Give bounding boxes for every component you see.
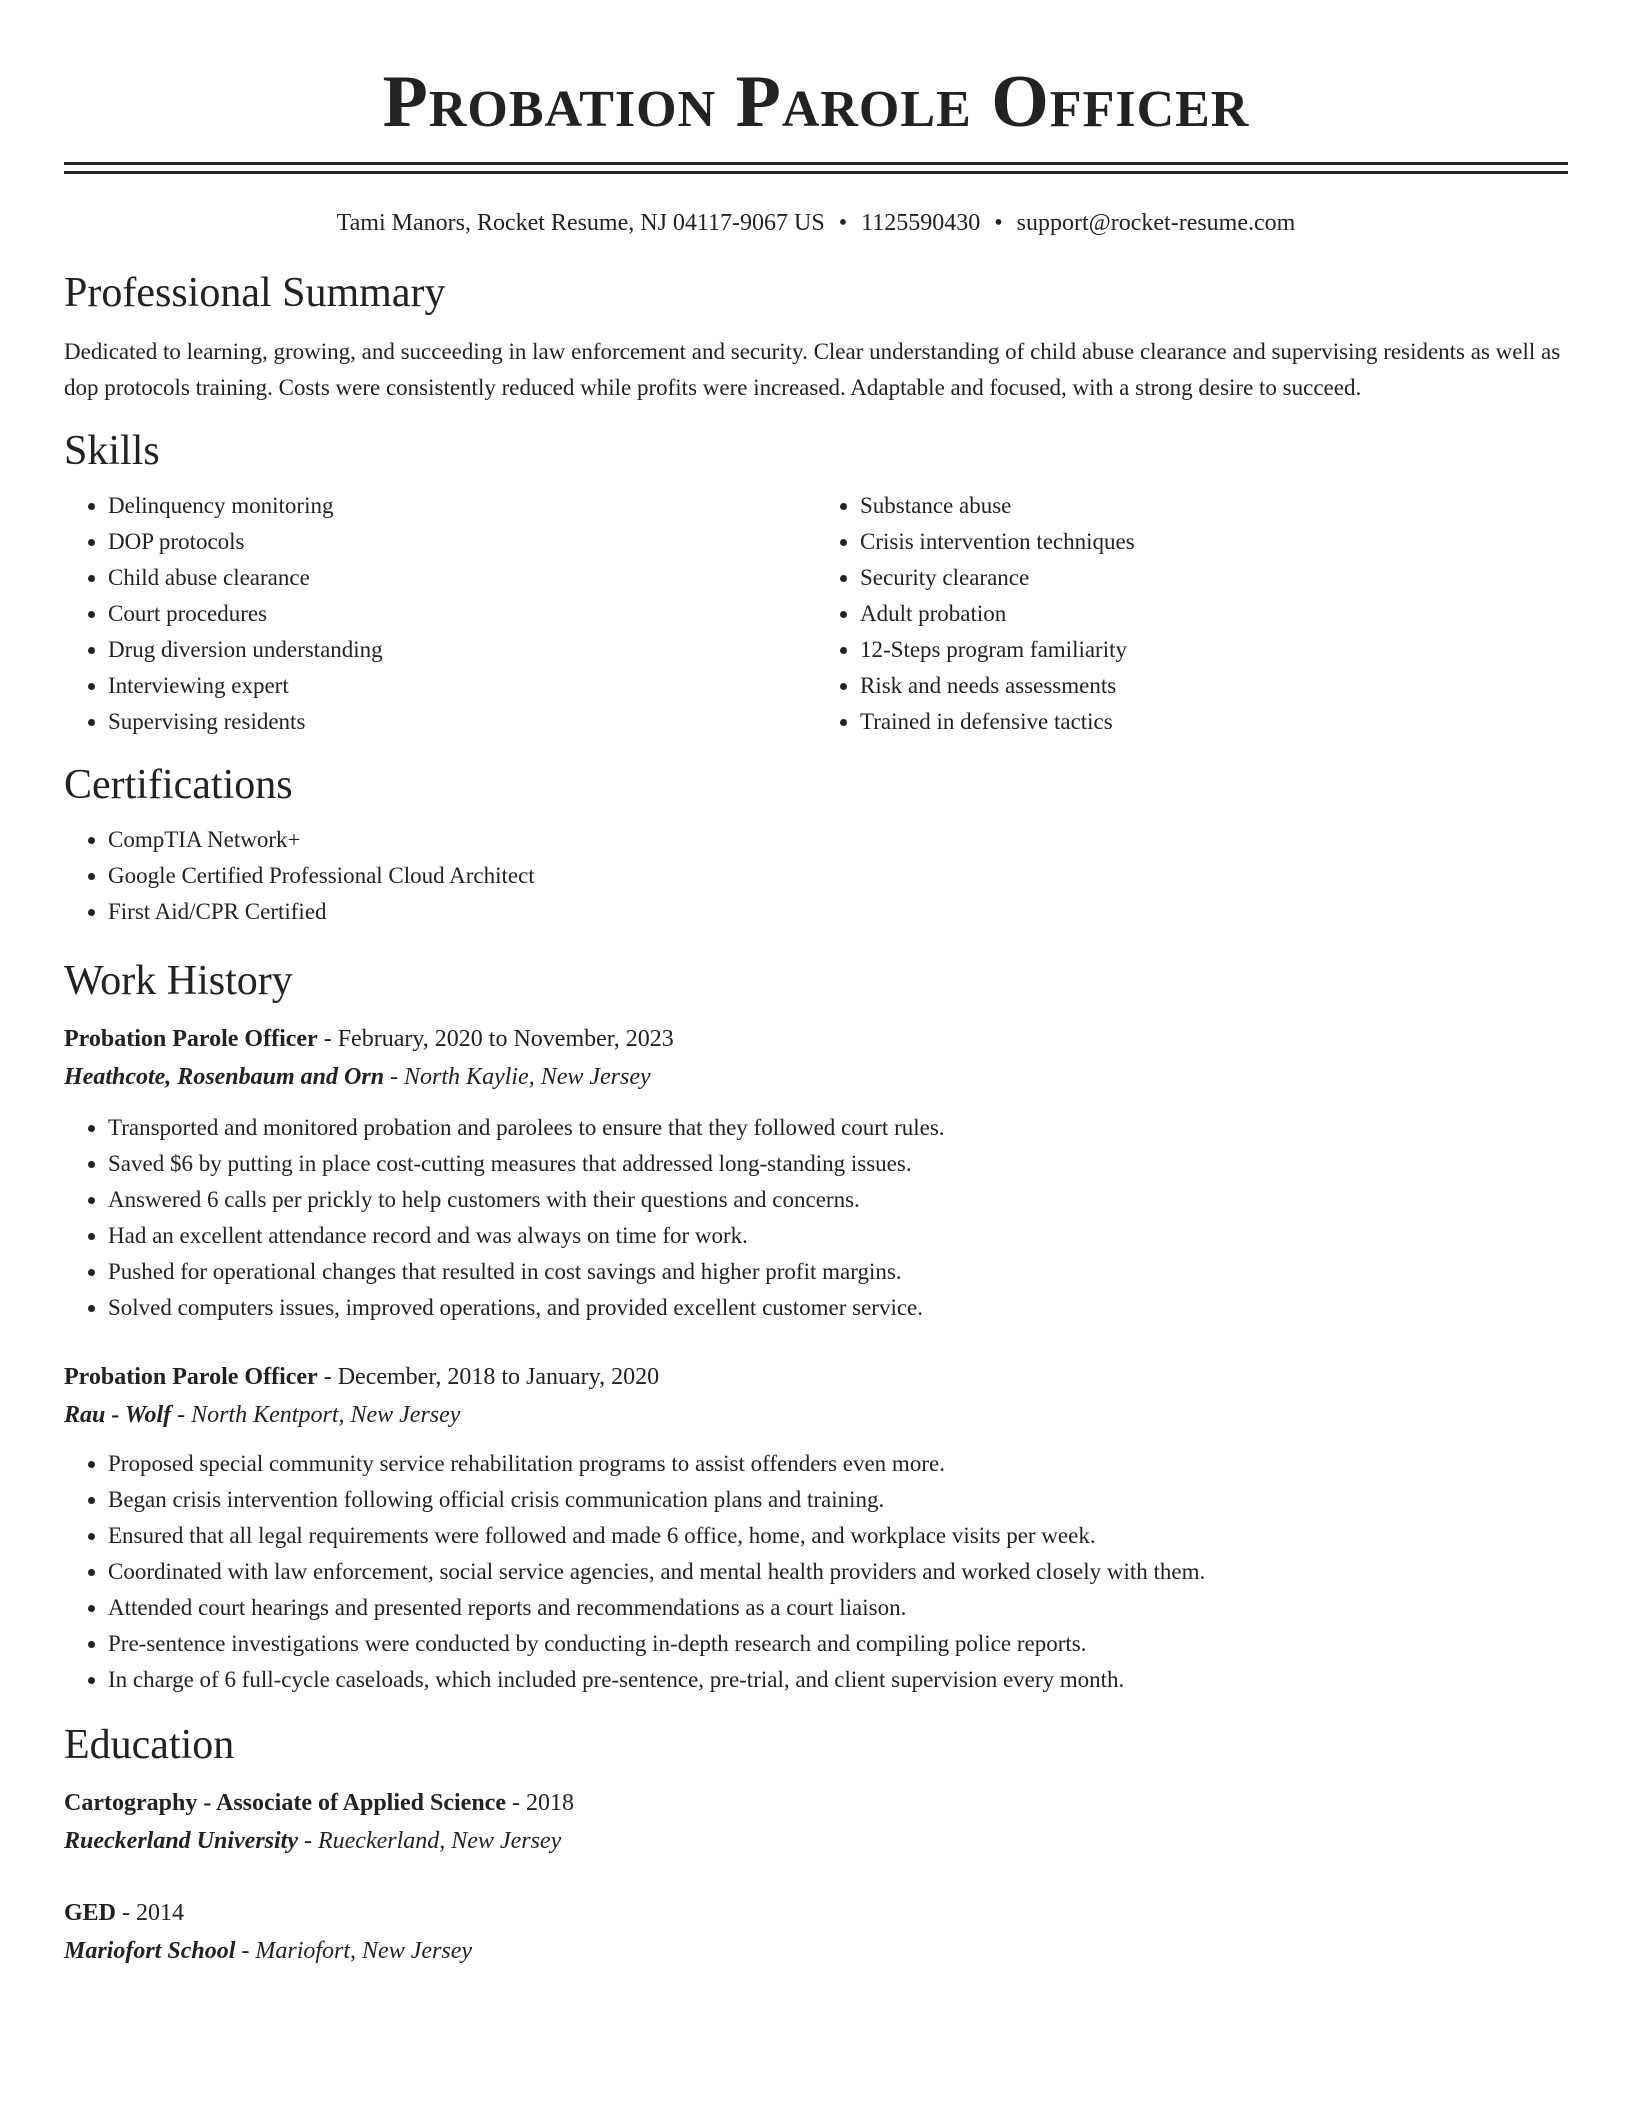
job-duty: • Began crisis intervention following official crisis communication plans and training. <box>108 1482 1568 1518</box>
job-duty: • Saved $6 by putting in place cost-cutting measures that addressed long-standing issues. <box>108 1146 1568 1182</box>
job-title-line <box>64 1358 1568 1396</box>
job-duty: • Solved computers issues, improved operations, and provided excellent customer service. <box>108 1290 1568 1326</box>
contact-separator: • <box>994 210 1003 236</box>
job-duties-list <box>64 1110 1568 1326</box>
education-year: - 2018 <box>505 1790 574 1816</box>
summary-text: Dedicated to learning, growing, and succeeding in law enforcement and security. Clear understanding of child abuse clearance and supervising residents as well as dop protocols training. Costs were consistently reduced while profits were increased. Adaptable and focused, with a strong desire to succeed. <box>64 339 1561 400</box>
skills-list-right <box>816 488 1568 740</box>
job-duty: • Transported and monitored probation and parolees to ensure that they followed court rules. <box>108 1110 1568 1146</box>
skill-item: • DOP protocols <box>108 524 816 560</box>
education-degree-line <box>64 1784 1568 1822</box>
skill-item: • Interviewing expert <box>108 668 816 704</box>
job-employer-line <box>64 1058 1568 1096</box>
certification-item: • First Aid/CPR Certified <box>108 894 1568 930</box>
education-degree: GED <box>64 1900 117 1926</box>
job-duty: • In charge of 6 full-cycle caseloads, which included pre-sentence, pre-trial, and client supervision every month. <box>108 1662 1568 1698</box>
education-location: - Rueckerland, New Jersey <box>298 1828 562 1854</box>
skill-item: • Crisis intervention techniques <box>860 524 1568 560</box>
job-title: Probation Parole Officer <box>64 1026 318 1052</box>
skills-heading: Skills <box>64 428 160 474</box>
skill-item: • Security clearance <box>860 560 1568 596</box>
job-dates: - February, 2020 to November, 2023 <box>317 1026 674 1052</box>
job-employer: Heathcote, Rosenbaum and Orn <box>64 1064 385 1090</box>
skill-item: • Child abuse clearance <box>108 560 816 596</box>
certifications-list <box>64 822 1568 930</box>
title-divider-bottom <box>64 171 1568 174</box>
job-duty: • Coordinated with law enforcement, social service agencies, and mental health providers and worked closely with them. <box>108 1554 1568 1590</box>
skill-item: • 12-Steps program familiarity <box>860 632 1568 668</box>
education-year: - 2014 <box>116 1900 185 1926</box>
job-duty: • Proposed special community service rehabilitation programs to assist offenders even more. <box>108 1446 1568 1482</box>
contact-separator: • <box>838 210 848 236</box>
job-duty: • Ensured that all legal requirements were followed and made 6 office, home, and workplace visits per week. <box>108 1518 1568 1554</box>
education-degree-line <box>64 1894 1568 1932</box>
skill-item: • Risk and needs assessments <box>860 668 1568 704</box>
contact-phone: 1125590430 <box>861 210 981 236</box>
job-dates: - December, 2018 to January, 2020 <box>317 1364 660 1390</box>
certification-item: • Google Certified Professional Cloud Architect <box>108 858 1568 894</box>
summary-heading: Professional Summary <box>64 270 446 316</box>
skill-item: • Trained in defensive tactics <box>860 704 1568 740</box>
certifications-heading: Certifications <box>64 762 293 808</box>
resume-title: Probation Parole Officer <box>382 61 1250 143</box>
job-employer-line <box>64 1396 1568 1434</box>
education-school: Mariofort School <box>64 1938 236 1964</box>
job-entry <box>64 1358 1568 1698</box>
skill-item: • Court procedures <box>108 596 816 632</box>
education-school-line <box>64 1822 1568 1860</box>
job-employer: Rau - Wolf <box>64 1402 172 1428</box>
job-entry <box>64 1020 1568 1326</box>
job-title-line <box>64 1020 1568 1058</box>
job-title: Probation Parole Officer <box>64 1364 318 1390</box>
skill-item: • Supervising residents <box>108 704 816 740</box>
education-degree: Cartography - Associate of Applied Science <box>64 1790 506 1816</box>
job-duty: • Attended court hearings and presented reports and recommendations as a court liaison. <box>108 1590 1568 1626</box>
job-location: - North Kentport, New Jersey <box>171 1402 461 1428</box>
skills-list-left <box>64 488 816 740</box>
title-divider-top <box>64 162 1568 165</box>
skill-item: • Substance abuse <box>860 488 1568 524</box>
education-entry <box>64 1894 1568 1970</box>
skills-grid <box>64 488 1568 740</box>
education-location: - Mariofort, New Jersey <box>235 1938 472 1964</box>
education-school: Rueckerland University <box>64 1828 298 1854</box>
contact-email: support@rocket-resume.com <box>1016 210 1296 236</box>
education-entry <box>64 1784 1568 1860</box>
contact-address: Tami Manors, Rocket Resume, NJ 04117-9067 US <box>336 210 825 236</box>
job-duty: • Pushed for operational changes that resulted in cost savings and higher profit margins. <box>108 1254 1568 1290</box>
contact-line <box>64 208 1568 238</box>
skill-item: • Delinquency monitoring <box>108 488 816 524</box>
job-duty: • Had an excellent attendance record and was always on time for work. <box>108 1218 1568 1254</box>
job-duty: • Answered 6 calls per prickly to help customers with their questions and concerns. <box>108 1182 1568 1218</box>
skill-item: • Drug diversion understanding <box>108 632 816 668</box>
job-location: - North Kaylie, New Jersey <box>384 1064 651 1090</box>
job-duties-list <box>64 1446 1568 1698</box>
education-heading: Education <box>64 1722 235 1768</box>
work-history-heading: Work History <box>64 958 293 1004</box>
skill-item: • Adult probation <box>860 596 1568 632</box>
certification-item: • CompTIA Network+ <box>108 822 1568 858</box>
education-school-line <box>64 1932 1568 1970</box>
job-duty: • Pre-sentence investigations were conducted by conducting in-depth research and compiling police reports. <box>108 1626 1568 1662</box>
